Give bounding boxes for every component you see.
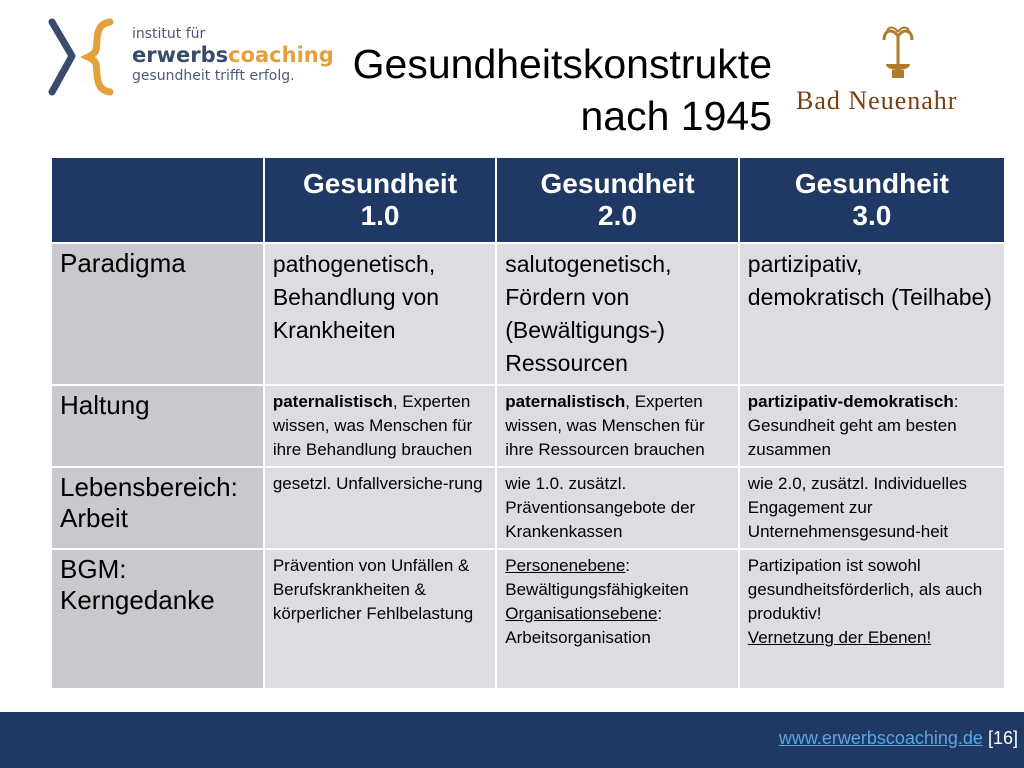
comparison-table (50, 156, 1006, 690)
logo-line-brand (132, 42, 334, 68)
bad-neuenahr-wordmark: Bad Neuenahr (796, 86, 958, 115)
cell-paradigma-3: partizipativ, demokratisch (Teilhabe) (739, 243, 1005, 385)
cell-haltung-1: paternalistisch, Experten wissen, was Menschen für ihre Behandlung brauchen (264, 385, 496, 467)
logo-bad-neuenahr (790, 24, 1000, 124)
title-line-1: Gesundheitskonstrukte (352, 41, 772, 87)
website-link[interactable]: www.erwerbscoaching.de (778, 728, 983, 748)
cell-arbeit-3: wie 2.0, zusätzl. Individuelles Engagement zur Unternehmensgesund-heit (739, 467, 1005, 549)
table-row-paradigma (51, 243, 1005, 385)
logo-brand-part2: coaching (228, 43, 334, 67)
cell-arbeit-2: wie 1.0. zusätzl. Präventionsangebote der Krankenkassen (496, 467, 739, 549)
header-gesundheit-3: Gesundheit 3.0 (739, 157, 1005, 243)
logo-brand-part1: erwerbs (132, 43, 229, 67)
cell-bgm-2: Personenebene: Bewältigungsfähigkeiten Organisationsebene: Arbeitsorganisation (496, 549, 739, 689)
table-row-haltung (51, 385, 1005, 467)
footer (779, 728, 1018, 749)
title-line-2: nach 1945 (580, 93, 772, 139)
row-label-arbeit: Lebensbereich: Arbeit (51, 467, 264, 549)
page-title (353, 38, 772, 142)
logo-line-institut: institut für (132, 26, 206, 42)
cell-bgm-1: Prävention von Unfällen & Berufskrankheiten & körperlicher Fehlbelastung (264, 549, 496, 689)
header-empty (51, 157, 264, 243)
cell-paradigma-1: pathogenetisch, Behandlung von Krankheiten (264, 243, 496, 385)
cell-haltung-2: paternalistisch, Experten wissen, was Menschen für ihre Ressourcen brauchen (496, 385, 739, 467)
row-label-bgm: BGM: Kerngedanke (51, 549, 264, 689)
header-gesundheit-1: Gesundheit 1.0 (264, 157, 496, 243)
page-number: [16] (987, 728, 1018, 748)
cell-haltung-3: partizipativ-demokratisch: Gesundheit geht am besten zusammen (739, 385, 1005, 467)
logo-tagline: gesundheit trifft erfolg. (132, 68, 295, 84)
table-header-row (51, 157, 1005, 243)
row-label-haltung: Haltung (51, 385, 264, 467)
table-row-bgm (51, 549, 1005, 689)
cell-paradigma-2: salutogenetisch, Fördern von (Bewältigungs-) Ressourcen (496, 243, 739, 385)
brace-icon (48, 18, 128, 96)
table-row-arbeit (51, 467, 1005, 549)
logo-erwerbscoaching (48, 18, 334, 96)
header-gesundheit-2: Gesundheit 2.0 (496, 157, 739, 243)
row-label-paradigma: Paradigma (51, 243, 264, 385)
cell-bgm-3: Partizipation ist sowohl gesundheitsförderlich, als auch produktiv! Vernetzung der Ebenen! (739, 549, 1005, 689)
cell-arbeit-1: gesetzl. Unfallversiche-rung (264, 467, 496, 549)
fountain-icon (878, 24, 918, 80)
